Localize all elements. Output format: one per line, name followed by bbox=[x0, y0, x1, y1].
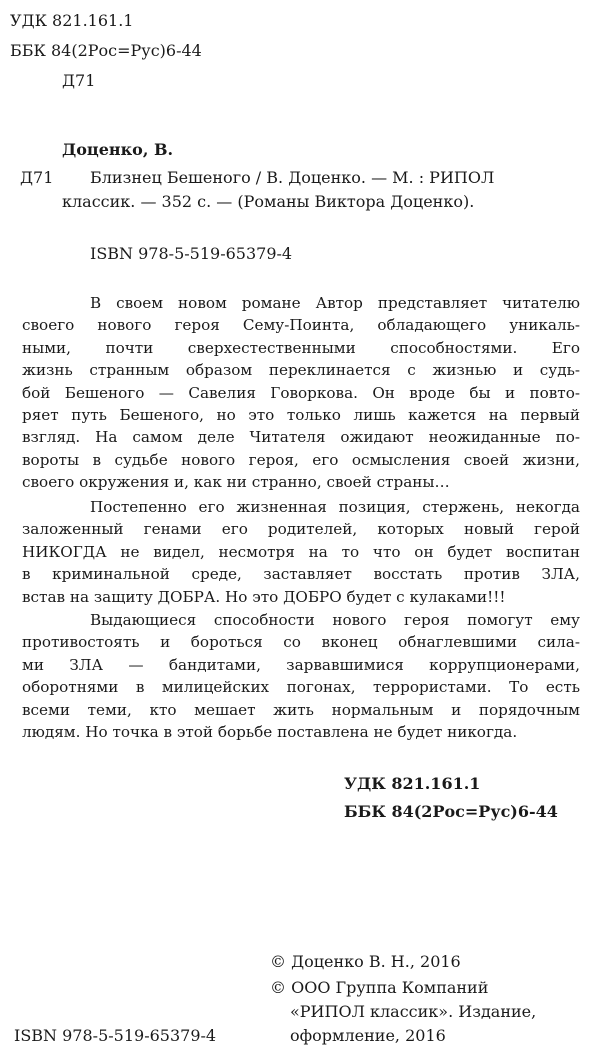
paragraph-line: НИКОГДА не видел, несмотря на то что он будет воспитан bbox=[22, 542, 580, 561]
paragraph-line: Постепенно его жизненная позиция, стержень, некогда bbox=[90, 498, 580, 516]
paragraph-line: заложенный генами его родителей, которых новый герой bbox=[22, 520, 580, 539]
copyright-publisher-line-1: © ООО Группа Компаний bbox=[270, 978, 489, 997]
paragraph-line: своего нового героя Сему-Поинта, обладающего уникаль- bbox=[22, 316, 580, 335]
paragraph-line: ми ЗЛА — бандитами, зарвавшимися коррупционерами, bbox=[22, 655, 580, 674]
footer-isbn: ISBN 978-5-519-65379-4 bbox=[14, 1026, 217, 1045]
bib-line-2: классик. — 352 с. — (Романы Виктора Доценко). bbox=[62, 192, 475, 211]
annotation-paragraph-1 bbox=[22, 292, 580, 494]
paragraph-line: ряет путь Бешеного, но это только лишь кажется на первый bbox=[22, 406, 580, 425]
classification-udk: УДК 821.161.1 bbox=[344, 774, 481, 793]
annotation-paragraph-2 bbox=[22, 496, 580, 608]
paragraph-line: своего окружения и, как ни странно, своей страны… bbox=[22, 473, 450, 492]
classification-bbk: ББК 84(2Рос=Рус)6-44 bbox=[344, 802, 558, 821]
annotation-paragraph-3 bbox=[22, 609, 580, 743]
header-udk: УДК 821.161.1 bbox=[10, 11, 134, 30]
copyright-publisher-line-2: «РИПОЛ классик». Издание, bbox=[290, 1002, 537, 1021]
bib-line-1: Близнец Бешеного / В. Доценко. — М. : РИПОЛ bbox=[90, 168, 495, 187]
paragraph-line: всеми теми, кто мешает жить нормальным и порядочным bbox=[22, 700, 580, 719]
paragraph-line: жизнь странным образом переклинается с жизнью и судь- bbox=[22, 361, 580, 380]
bib-mark: Д71 bbox=[20, 168, 54, 187]
paragraph-line: противостоять и бороться со вконец обнаглевшими сила- bbox=[22, 633, 580, 652]
copyright-author: © Доценко В. Н., 2016 bbox=[270, 952, 461, 971]
paragraph-line: В своем новом романе Автор представляет читателю bbox=[90, 294, 580, 312]
bib-author: Доценко, В. bbox=[62, 140, 174, 159]
header-bbk: ББК 84(2Рос=Рус)6-44 bbox=[10, 41, 202, 60]
paragraph-line: ными, почти сверхестественными способностями. Его bbox=[22, 338, 580, 357]
paragraph-line: Выдающиеся способности нового героя помогут ему bbox=[90, 611, 580, 629]
paragraph-line: людям. Но точка в этой борьбе поставлена не будет никогда. bbox=[22, 723, 518, 742]
paragraph-line: оборотнями в милицейских погонах, террористами. То есть bbox=[22, 678, 580, 697]
paragraph-line: бой Бешеного — Савелия Говоркова. Он вроде бы и повто- bbox=[22, 383, 580, 402]
paragraph-line: взгляд. На самом деле Читателя ожидают неожиданные по- bbox=[22, 428, 580, 447]
header-author-mark: Д71 bbox=[62, 71, 96, 90]
copyright-publisher-line-3: оформление, 2016 bbox=[290, 1026, 446, 1045]
paragraph-line: встав на защиту ДОБРА. Но это ДОБРО будет с кулаками!!! bbox=[22, 587, 506, 606]
paragraph-line: вороты в судьбе нового героя, его осмысления своей жизни, bbox=[22, 450, 580, 469]
paragraph-line: в криминальной среде, заставляет восстать против ЗЛА, bbox=[22, 565, 580, 584]
bib-isbn: ISBN 978-5-519-65379-4 bbox=[90, 244, 293, 263]
